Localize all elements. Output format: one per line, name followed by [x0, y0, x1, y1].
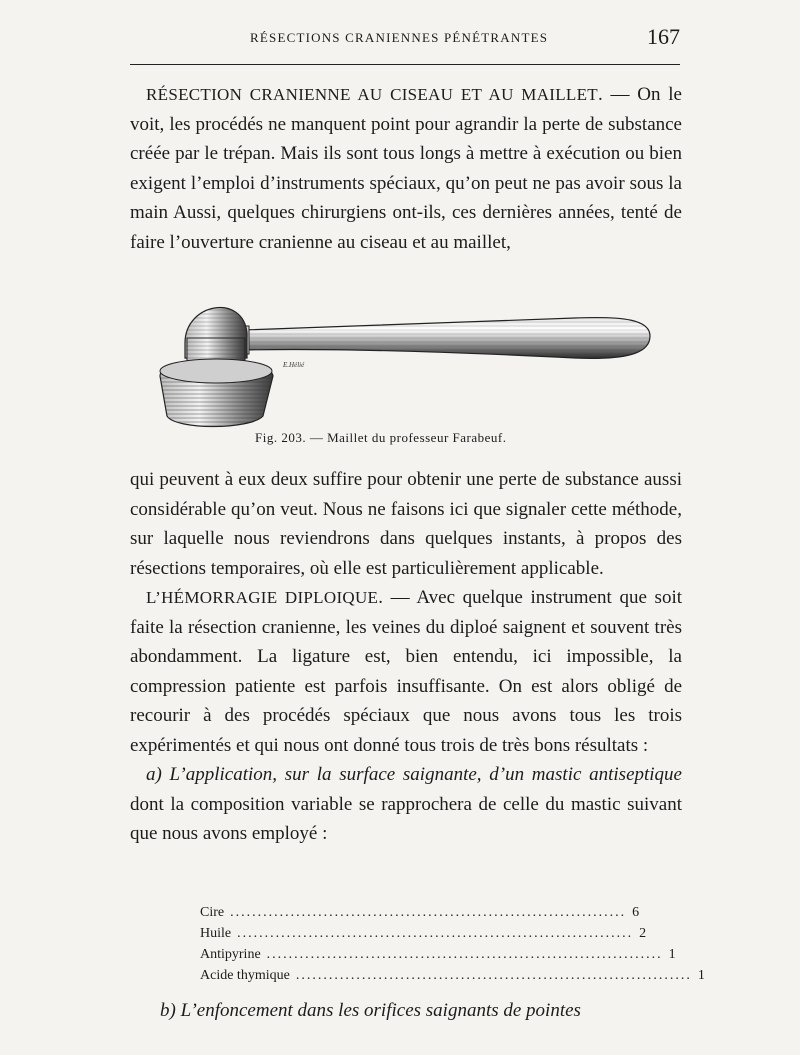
- page-number: 167: [647, 24, 680, 49]
- recipe-row: [200, 902, 640, 923]
- item-a-text: dont la composition variable se rapprochera de celle du mastic suivant que nous avons employé :: [130, 793, 682, 844]
- section-1: [130, 80, 682, 257]
- section-1-text: On le voit, les procédés ne manquent point pour agrandir la perte de substance créée par le trépan. Mais ils sont tous longs à mettre à exécution ou bien exigent l’emploi d’instruments spéciaux, qu’on peut ne pas avoir sous la main Aussi, quelques chirurgiens ont-ils, ces dernières années, tenté de faire l’ouverture cranienne au ciseau et au maillet,: [130, 84, 682, 253]
- recipe-quantity: 1: [697, 968, 705, 983]
- recipe-quantity: 2: [639, 926, 647, 941]
- leader-dots: ........................................................................: [230, 905, 627, 920]
- page-header: [130, 20, 680, 60]
- item-b-letter: b): [160, 1000, 176, 1021]
- item-b-paragraph: [130, 1000, 682, 1022]
- section-1-heading: RÉSECTION CRANIENNE AU CISEAU ET AU MAILLET: [146, 85, 598, 104]
- section-continuation: [130, 465, 682, 849]
- section-1-continuation: qui peuvent à eux deux suffire pour obtenir une perte de substance aussi considérable qu’on veut. Nous ne faisons ici que signaler cette méthode, sur laquelle nous reviendrons dans quelques instants, à propos des résections temporaires, où elle est particulièrement applicable.: [130, 469, 682, 579]
- recipe-row: [200, 944, 676, 965]
- section-1-heading-tail: . —: [597, 84, 630, 105]
- item-a-letter: a): [146, 764, 162, 785]
- recipe-quantity: 6: [632, 905, 640, 920]
- section-2-paragraph: [130, 583, 682, 760]
- header-rule: [130, 64, 680, 65]
- item-a-paragraph: [130, 760, 682, 849]
- leader-dots: ........................................................................: [295, 968, 692, 983]
- item-b-italic: L’enfoncement dans les orifices saignants de pointes: [180, 1000, 581, 1021]
- recipe-quantity: 1: [668, 947, 676, 962]
- recipe-ingredient: Antipyrine: [200, 947, 261, 962]
- recipe-row: [200, 965, 705, 986]
- recipe-ingredient: Cire: [200, 905, 225, 920]
- section-2-heading: L’HÉMORRAGIE DIPLOIQUE: [146, 588, 379, 607]
- leader-dots: ........................................................................: [237, 926, 634, 941]
- section-2-text: Avec quelque instrument que soit faite la résection cranienne, les veines du diploé saignent et souvent très abondamment. La ligature est, bien entendu, ici impossible, la compression patiente est parfois insuffisante. On est alors obligé de recourir à des procédés spéciaux que nous avons tous les trois expérimentés et qui nous ont donné tous trois de très bons résultats :: [130, 587, 683, 756]
- recipe-list: [200, 902, 705, 986]
- running-title: RÉSECTIONS CRANIENNES PÉNÉTRANTES: [250, 30, 549, 45]
- recipe-ingredient: Huile: [200, 926, 232, 941]
- recipe-row: [200, 923, 647, 944]
- item-a-italic: L’application, sur la surface saignante, d’un mastic antiseptique: [169, 764, 682, 785]
- figure-caption: Fig. 203. — Maillet du professeur Farabeuf.: [255, 430, 507, 445]
- section-2-heading-tail: . —: [378, 587, 410, 608]
- mallet-illustration: [155, 288, 655, 433]
- engraver-mark: E.Hélié: [283, 361, 305, 369]
- section-1-paragraph: [130, 80, 682, 257]
- leader-dots: ........................................................................: [266, 947, 663, 962]
- recipe-ingredient: Acide thymique: [200, 968, 290, 983]
